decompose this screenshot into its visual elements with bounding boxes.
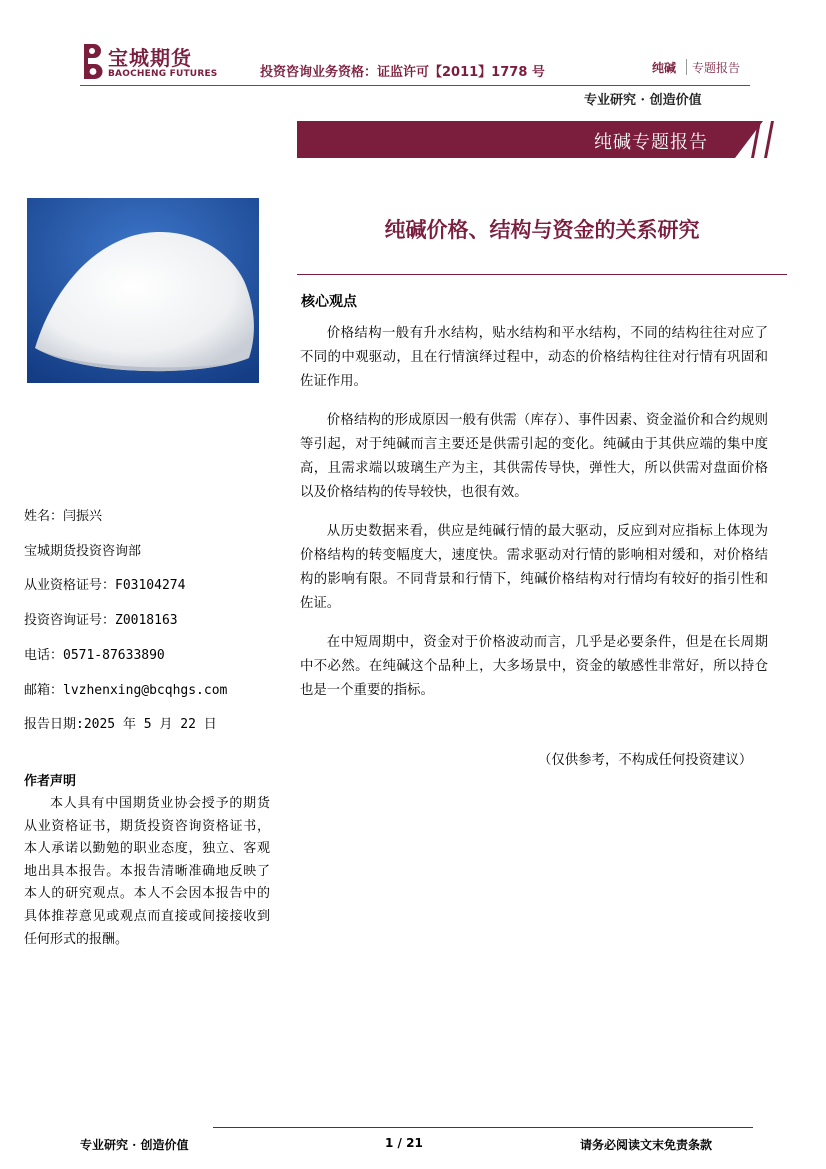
report-date: 报告日期:2025 年 5 月 22 日 — [24, 717, 217, 733]
core-view-body — [300, 322, 768, 718]
soda-ash-image — [27, 198, 259, 383]
author-statement-heading: 作者声明 — [24, 774, 77, 789]
logo-name-en: BAOCHENG FUTURES — [108, 69, 218, 79]
logo-mark-icon — [80, 42, 104, 80]
author-name: 姓名：闫振兴 — [24, 509, 103, 524]
banner-title: 纯碱专题报告 — [594, 132, 708, 153]
author-dept: 宝城期货投资咨询部 — [24, 543, 142, 559]
header-product: 纯碱 — [652, 61, 677, 75]
advice-disclaimer: （仅供参考，不构成任何投资建议） — [538, 753, 753, 768]
company-logo — [80, 40, 218, 84]
phone: 电话：0571-87633890 — [24, 647, 165, 663]
header-slogan: 专业研究 · 创造价值 — [584, 93, 702, 108]
license-text: 投资咨询业务资格：证监许可【2011】1778 号 — [260, 65, 545, 80]
core-view-heading: 核心观点 — [301, 294, 357, 310]
powder-pile-illustration — [27, 198, 259, 383]
footer-slogan: 专业研究 · 创造价值 — [80, 1138, 189, 1152]
qualification-number: 从业资格证号：F03104274 — [24, 578, 186, 594]
page-number: 1 / 21 — [385, 1136, 423, 1150]
author-statement-body: 本人具有中国期货业协会授予的期货从业资格证书，期货投资咨询资格证书，本人承诺以勤勉的职业态度，独立、客观地出具本报告。本报告清晰准确地反映了本人的研究观点。本人不会因本报告中的具体推荐意见或观点而直接或间接接收到任何形式的报酬。 — [24, 796, 270, 947]
core-paragraph: 在中短周期中，资金对于价格波动而言，几乎是必要条件，但是在长周期中不必然。在纯碱这个品种上，大多场景中，资金的敏感性非常好，所以持仓也是一个重要的指标。 — [300, 635, 768, 698]
core-paragraph: 从历史数据来看，供应是纯碱行情的最大驱动，反应到对应指标上体现为价格结构的转变幅度大，速度快。需求驱动对行情的影响相对缓和，对价格结构的影响有限。不同背景和行情下，纯碱价格结构对行情均有较好的指引性和佐证。 — [300, 524, 768, 611]
footer-rule — [213, 1127, 753, 1128]
title-rule — [297, 274, 787, 275]
logo-name-cn: 宝城期货 — [108, 46, 192, 70]
header-divider — [686, 59, 687, 75]
consult-number: 投资咨询证号：Z0018163 — [24, 613, 178, 629]
email: 邮箱：lvzhenxing@bcqhgs.com — [24, 682, 228, 698]
header-report-type: 专题报告 — [692, 61, 741, 75]
author-info — [24, 500, 227, 743]
footer-disclaimer: 请务必阅读文末免责条款 — [580, 1138, 713, 1152]
header-rule — [80, 85, 750, 86]
core-paragraph: 价格结构一般有升水结构，贴水结构和平水结构，不同的结构往往对应了不同的中观驱动，且在行情演绎过程中，动态的价格结构往往对行情有巩固和佐证作用。 — [300, 326, 768, 389]
core-paragraph: 价格结构的形成原因一般有供需（库存）、事件因素、资金溢价和合约规则等引起，对于纯碱而言主要还是供需引起的变化。纯碱由于其供应端的集中度高，且需求端以玻璃生产为主，其供需传导快，弹性大，所以供需对盘面价格以及价格结构的传导较快，也很有效。 — [300, 413, 768, 500]
report-title: 纯碱价格、结构与资金的关系研究 — [384, 218, 700, 242]
banner-stripe — [764, 121, 774, 158]
